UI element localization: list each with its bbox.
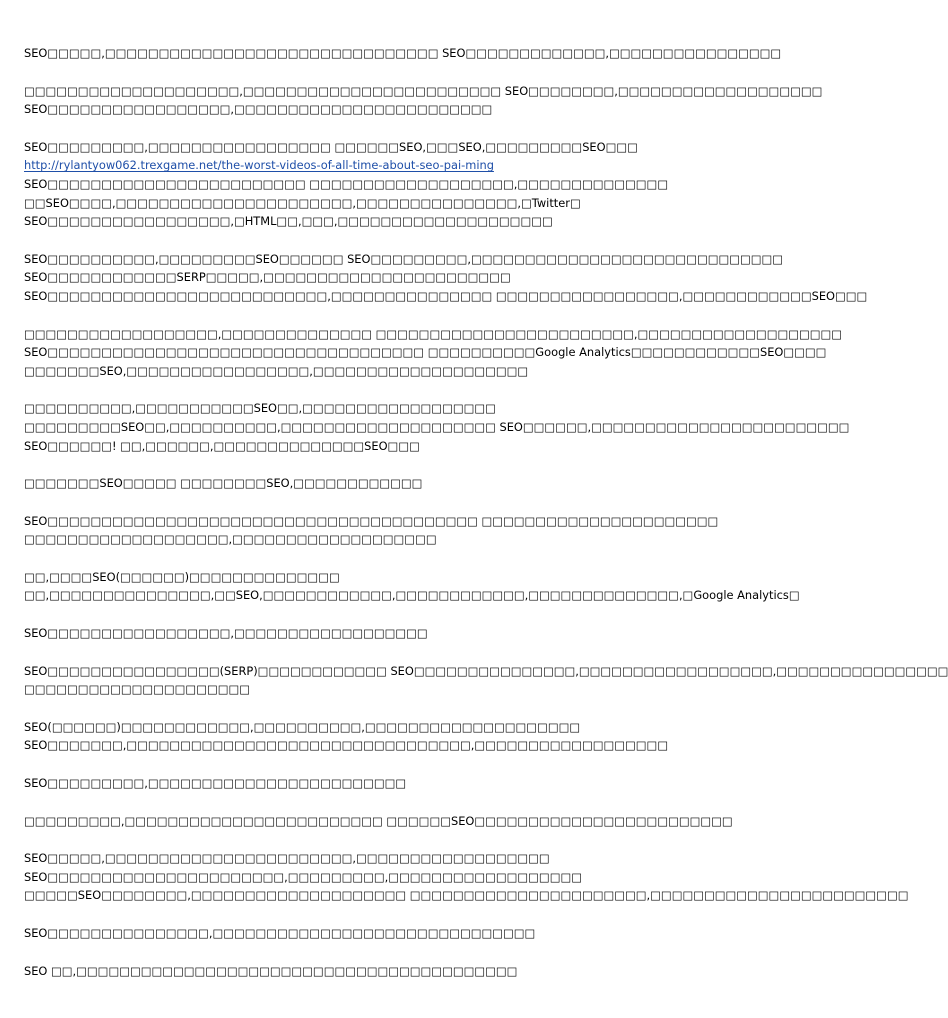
text-line: □□□□□□□□□□□□□□□□□□□□□ [24,682,251,697]
text-line: SEO□□□□□□□□□□□□SERP□□□□□,□□□□□□□□□□□□□□□□□□□□□□□ [24,270,511,285]
paragraph [24,849,909,905]
text-line: □□□□□□□□□SEO□□,□□□□□□□□□□,□□□□□□□□□□□□□□□□□□□□ SEO□□□□□□,□□□□□□□□□□□□□□□□□□□□□□□□ [24,419,850,434]
paragraph [24,662,948,699]
text-line: SEO□□□□□□□□□,□□□□□□□□□□□□□□□□□□□□□□□□ [24,776,407,791]
paragraph [24,82,823,119]
text-line: SEO□□□□□□□□□□,□□□□□□□□□SEO□□□□□□ SEO□□□□□□□□□,□□□□□□□□□□□□□□□□□□□□□□□□□□□□□ [24,251,784,266]
text-line: SEO□□□□□,□□□□□□□□□□□□□□□□□□□□□□□□□□□□□□□ SEO□□□□□□□□□□□□□,□□□□□□□□□□□□□□□□ [24,46,782,60]
text-line: SEO□□□□□,□□□□□□□□□□□□□□□□□□□□□□□,□□□□□□□□□□□□□□□□□□ [24,851,550,866]
paragraph [24,44,782,63]
paragraph [24,962,694,981]
text-line: □□□□□□□□□□□□□□□□□□,□□□□□□□□□□□□□□ □□□□□□□□□□□□□□□□□□□□□□□□,□□□□□□□□□□□□□□□□□□□ [24,326,843,341]
text-line: SEO(□□□□□□)□□□□□□□□□□□□,□□□□□□□□□□,□□□□□□□□□□□□□□□□□□□□ [24,719,581,734]
text-line: □□,□□□□SEO(□□□□□□)□□□□□□□□□□□□□□ [24,569,340,584]
paragraph [24,624,694,643]
paragraph [24,812,733,831]
paragraph [24,718,694,755]
text-line: □□□□□□□SEO,□□□□□□□□□□□□□□□□□,□□□□□□□□□□□□□□□□□□□□ [24,363,529,378]
paragraph [24,512,719,549]
hyperlink[interactable]: http://rylantyow062.trexgame.net/the-worst-videos-of-all-time-about-seo-pai-ming [24,158,494,173]
text-line: SEO□□□□□□□□□□□□□□□□□,□□□□□□□□□□□□□□□□□□□□□□□□ [24,102,493,117]
text-line: SEO□□□□□□□□□,□□□□□□□□□□□□□□□□□ □□□□□□SEO,□□□SEO,□□□□□□□□□SEO□□□ [24,139,638,154]
text-line: SEO□□□□□□□,□□□□□□□□□□□□□□□□□□□□□□□□□□□□□□□□,□□□□□□□□□□□□□□□□□□ [24,738,669,753]
text-line: □□□□□□□□□,□□□□□□□□□□□□□□□□□□□□□□□□ □□□□□□SEO□□□□□□□□□□□□□□□□□□□□□□□□ [24,813,733,828]
paragraph [24,250,868,306]
paragraph [24,568,800,605]
text-line: SEO□□□□□□□□□□□□□□□□□□□□□□□□□□□□□□□□□□□ □□□□□□□□□□Google Analytics□□□□□□□□□□□□SEO□□□□ [24,345,827,360]
text-line: □□□□□□□□□□□□□□□□□□□,□□□□□□□□□□□□□□□□□□□ [24,532,437,547]
text-line: SEO□□□□□□□□□□□□□□□□□□□□□□□□□□,□□□□□□□□□□□□□□□ □□□□□□□□□□□□□□□□□,□□□□□□□□□□□□SEO□□□ [24,288,868,303]
paragraph [24,474,694,493]
text-line: □□□□□SEO□□□□□□□□,□□□□□□□□□□□□□□□□□□□□ □□□□□□□□□□□□□□□□□□□□□□,□□□□□□□□□□□□□□□□□□□□□□□□ [24,888,909,903]
text-line: □□□□□□□□□□,□□□□□□□□□□□SEO□□,□□□□□□□□□□□□□□□□□□ [24,401,496,416]
paragraph [24,399,850,455]
text-line: □□SEO□□□□,□□□□□□□□□□□□□□□□□□□□□□,□□□□□□□□□□□□□□□,□Twitter□ [24,195,581,210]
text-line: □□,□□□□□□□□□□□□□□□,□□SEO,□□□□□□□□□□□□,□□□□□□□□□□□□,□□□□□□□□□□□□□□,□Google Analytics□ [24,588,800,603]
text-line: SEO□□□□□□□□□□□□□□□□□□□□□□,□□□□□□□□□,□□□□□□□□□□□□□□□□□□ [24,869,582,884]
paragraph [24,325,843,381]
text-line: □□□□□□□□□□□□□□□□□□□□,□□□□□□□□□□□□□□□□□□□□□□□□ SEO□□□□□□□□,□□□□□□□□□□□□□□□□□□□ [24,83,823,98]
text-line: SEO□□□□□□□□□□□□□□□□□□□□□□□□□□□□□□□□□□□□□□□□ □□□□□□□□□□□□□□□□□□□□□□ [24,513,719,528]
text-line: SEO□□□□□□□□□□□□□□□□□,□HTML□□,□□□,□□□□□□□□□□□□□□□□□□□□ [24,214,553,229]
paragraph [24,774,694,793]
text-line: SEO□□□□□□□□□□□□□□□□□,□□□□□□□□□□□□□□□□□□ [24,626,428,641]
text-line: SEO□□□□□□□□□□□□□□□□□□□□□□□□ □□□□□□□□□□□□□□□□□□□,□□□□□□□□□□□□□□ [24,176,669,191]
text-line: SEO□□□□□□□□□□□□□□□□(SERP)□□□□□□□□□□□□ SEO□□□□□□□□□□□□□□□,□□□□□□□□□□□□□□□□□□,□□□□□□□□□□□□□□□□ [24,663,948,678]
text-line: □□□□□□□SEO□□□□□ □□□□□□□□SEO,□□□□□□□□□□□□ [24,476,423,491]
text-line: SEO□□□□□□! □□,□□□□□□,□□□□□□□□□□□□□□SEO□□□ [24,438,420,453]
text-line: SEO□□□□□□□□□□□□□□□,□□□□□□□□□□□□□□□□□□□□□□□□□□□□□□ [24,926,536,940]
paragraph [24,138,694,231]
document-body [24,44,948,999]
paragraph [24,924,694,943]
text-line: SEO □□,□□□□□□□□□□□□□□□□□□□□□□□□□□□□□□□□□□□□□□□□□ [24,963,518,978]
